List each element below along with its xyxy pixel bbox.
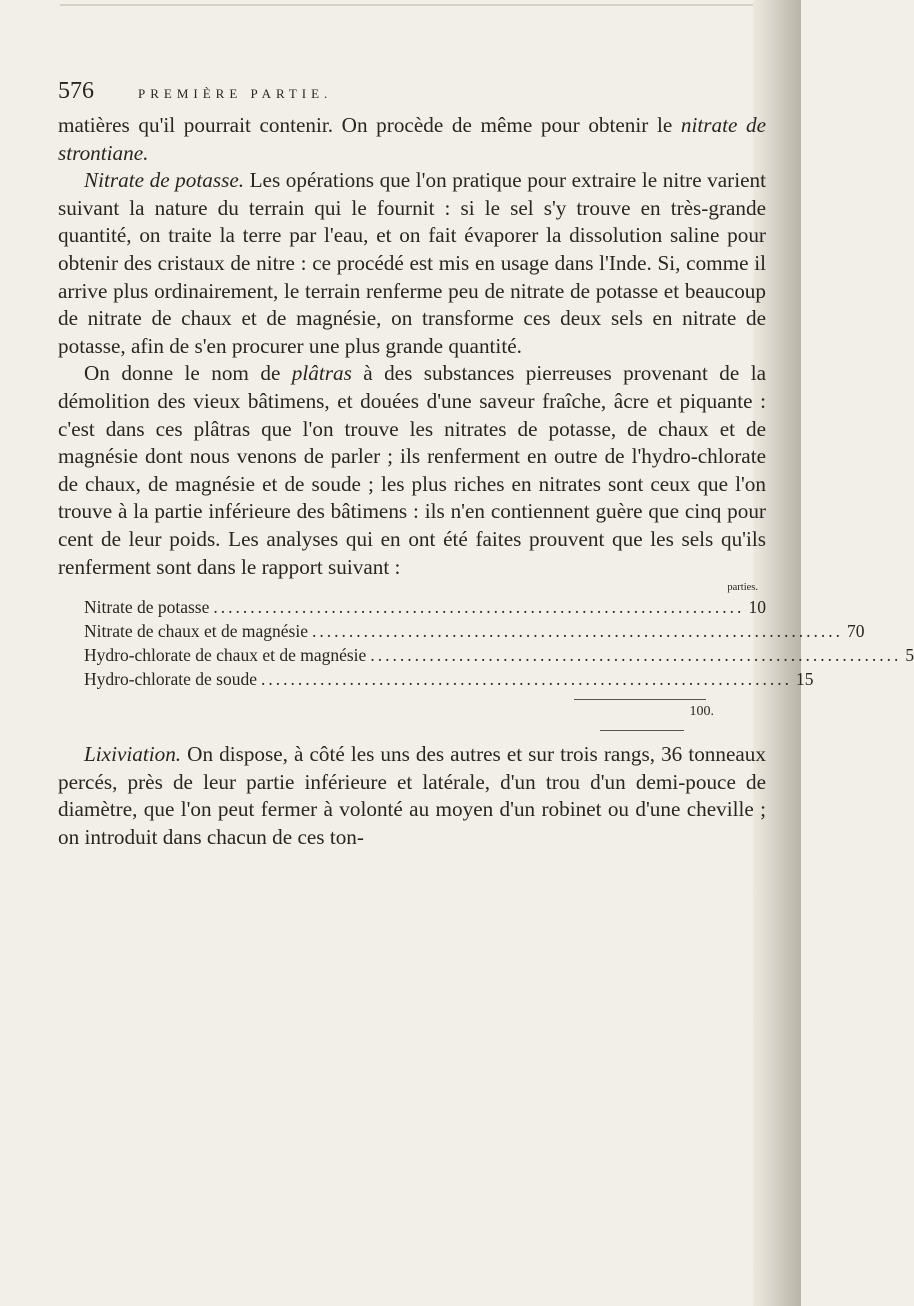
composition-table <box>58 581 914 731</box>
table-row <box>58 667 814 691</box>
table-unit: parties. <box>727 582 758 594</box>
paragraph-platras <box>58 360 766 581</box>
leader-dots: ........................................................................ <box>213 597 745 618</box>
paragraph-3-before: On donne le nom de <box>84 361 292 386</box>
paragraph-2-text: Les opérations que l'on pratique pour extraire le nitre varient suivant la nature du terrain qui le fournit : si le sel s'y trouve en très-grande quantité, on traite la terre par l'eau, et on fait évaporer la dissolution saline pour obtenir des cristaux de nitre : ce procédé est mis en usage dans l'Inde. Si, comme il arrive plus ordinairement, le terrain renferme peu de nitrate de potasse et beaucoup de nitrate de chaux et de magnésie, on transforme ces deux sels en nitrate de potasse, afin de s'en procurer une plus grande quantité. <box>58 168 766 358</box>
running-head: PREMIÈRE PARTIE. <box>138 86 333 101</box>
row-label: Nitrate de potasse <box>84 597 210 618</box>
section-lead-lixiviation: Lixiviation. <box>84 742 182 767</box>
row-value: 70 <box>847 621 865 642</box>
leader-dots: ........................................................................ <box>261 669 792 690</box>
paragraph-4-text: On dispose, à côté les uns des autres et sur trois rangs, 36 tonneaux percés, près de leur partie inférieure et latérale, d'un trou d'un demi-pouce de diamètre, que l'on peut fermer à volonté au moyen d'un robinet ou d'une cheville ; on introduit dans chacun de ces ton- <box>58 742 766 849</box>
paragraph-3-after: à des substances pierreuses provenant de la démolition des vieux bâtimens, et douées d'une saveur fraîche, âcre et piquante : c'est dans ces plâtras que l'on trouve les nitrates de potasse, de chaux et de magnésie dont nous venons de parler ; ils renferment en outre de l'hydro-chlorate de chaux, de magnésie et de soude ; les plus riches en nitrates sont ceux que l'on trouve à la partie inférieure des bâtimens : ils n'en contiennent guère que cinq pour cent de leur poids. Les analyses qui en ont été faites prouvent que les sels qu'ils renferment sont dans le rapport suivant : <box>58 361 766 579</box>
page-number: 576 <box>58 78 94 104</box>
paragraph-3-italic: plâtras <box>291 361 352 386</box>
row-value: 15 <box>796 669 814 690</box>
table-total: 100. <box>689 704 714 720</box>
paragraph-nitrate-potasse <box>58 167 766 360</box>
row-label: Hydro-chlorate de soude <box>84 669 257 690</box>
row-value: 5 <box>905 645 914 666</box>
table-row <box>58 643 914 667</box>
paragraph-1 <box>58 112 766 167</box>
leader-dots: ........................................................................ <box>370 645 902 666</box>
page-content <box>58 78 914 851</box>
page-top-edge <box>60 4 760 6</box>
row-value: 10 <box>748 597 766 618</box>
row-label: Hydro-chlorate de chaux et de magnésie <box>84 645 367 666</box>
total-rule-lower <box>600 730 684 731</box>
table-row <box>58 619 865 643</box>
page-header <box>58 78 766 112</box>
section-lead-nitrate: Nitrate de potasse. <box>84 168 245 193</box>
paragraph-lixiviation <box>58 741 766 851</box>
body-text <box>58 112 914 851</box>
row-label: Nitrate de chaux et de magnésie <box>84 621 308 642</box>
paragraph-1-text: matières qu'il pourrait contenir. On procède de même pour obtenir le <box>58 113 681 137</box>
leader-dots: ........................................................................ <box>312 621 843 642</box>
table-row <box>58 595 766 619</box>
paragraph-1-italic: nitrate de strontiane. <box>58 113 766 165</box>
